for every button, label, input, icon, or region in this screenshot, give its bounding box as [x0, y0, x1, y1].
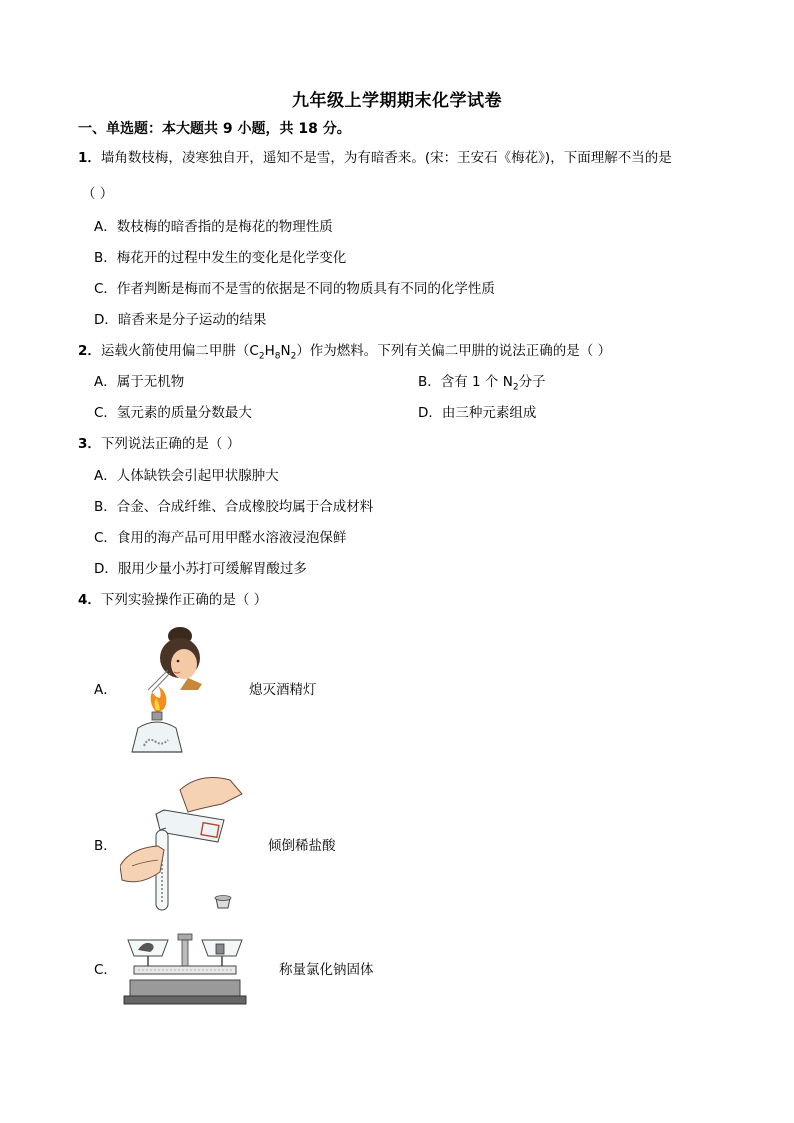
question-4-option-a-letter: A． — [94, 682, 117, 698]
question-2-option-a: A．属于无机物 — [94, 374, 185, 390]
question-text: 墙角数枝梅，凌寒独自开，遥知不是雪，为有暗香来。(宋：王安石《梅花》)，下面理解不当的是 — [100, 150, 672, 166]
question-2-option-c: C．氢元素的质量分数最大 — [94, 405, 252, 421]
question-4-option-a-caption: 熄灭酒精灯 — [249, 682, 317, 698]
question-number: 4． — [78, 592, 101, 608]
question-4-option-b-caption: 倾倒稀盐酸 — [268, 838, 336, 854]
question-3-option-b: B．合金、合成纤维、合成橡胶均属于合成材料 — [94, 499, 374, 515]
question-1-option-b: B．梅花开的过程中发生的变化是化学变化 — [94, 250, 347, 266]
question-3-option-d: D．服用少量小苏打可缓解胃酸过多 — [94, 561, 307, 577]
blow-out-alcohol-lamp-figure-icon — [118, 620, 218, 760]
question-number: 1． — [78, 150, 101, 166]
question-3-option-c: C．食用的海产品可用甲醛水溶液浸泡保鲜 — [94, 530, 347, 546]
question-number: 2． — [78, 343, 101, 359]
question-3-stem: 3．下列说法正确的是（ ） — [78, 436, 241, 452]
question-1-option-d: D．暗香来是分子运动的结果 — [94, 312, 267, 328]
question-1-option-c: C．作者判断是梅而不是雪的依据是不同的物质具有不同的化学性质 — [94, 281, 495, 297]
question-2-stem: 2．运载火箭使用偏二甲肼$(C_2H_8N_2)$作为燃料。下列有关偏二甲肼的说法正确的是（ ） — [78, 343, 612, 362]
question-2-option-d: D．由三种元素组成 — [418, 405, 537, 421]
section-heading: 一、单选题：本大题共 9 小题，共 18 分。 — [78, 121, 351, 137]
question-4-stem: 4．下列实验操作正确的是（ ） — [78, 592, 268, 608]
question-2-option-b: B．含有 1 个 $N_2$分子 — [418, 374, 546, 393]
weigh-sodium-chloride-balance-figure-icon — [120, 928, 250, 1010]
question-1-answer-blank: （ ） — [82, 186, 114, 202]
page-title: 九年级上学期期末化学试卷 — [292, 91, 502, 111]
pour-dilute-hydrochloric-acid-figure-icon — [120, 770, 250, 920]
question-1-option-a: A．数枝梅的暗香指的是梅花的物理性质 — [94, 219, 333, 235]
question-4-option-c-caption: 称量氯化钠固体 — [279, 962, 374, 978]
question-4-option-b-letter: B． — [94, 838, 117, 854]
question-3-option-a: A．人体缺铁会引起甲状腺肿大 — [94, 468, 279, 484]
question-1-stem — [78, 148, 672, 168]
question-4-option-c-letter: C． — [94, 962, 117, 978]
question-number: 3． — [78, 436, 101, 452]
